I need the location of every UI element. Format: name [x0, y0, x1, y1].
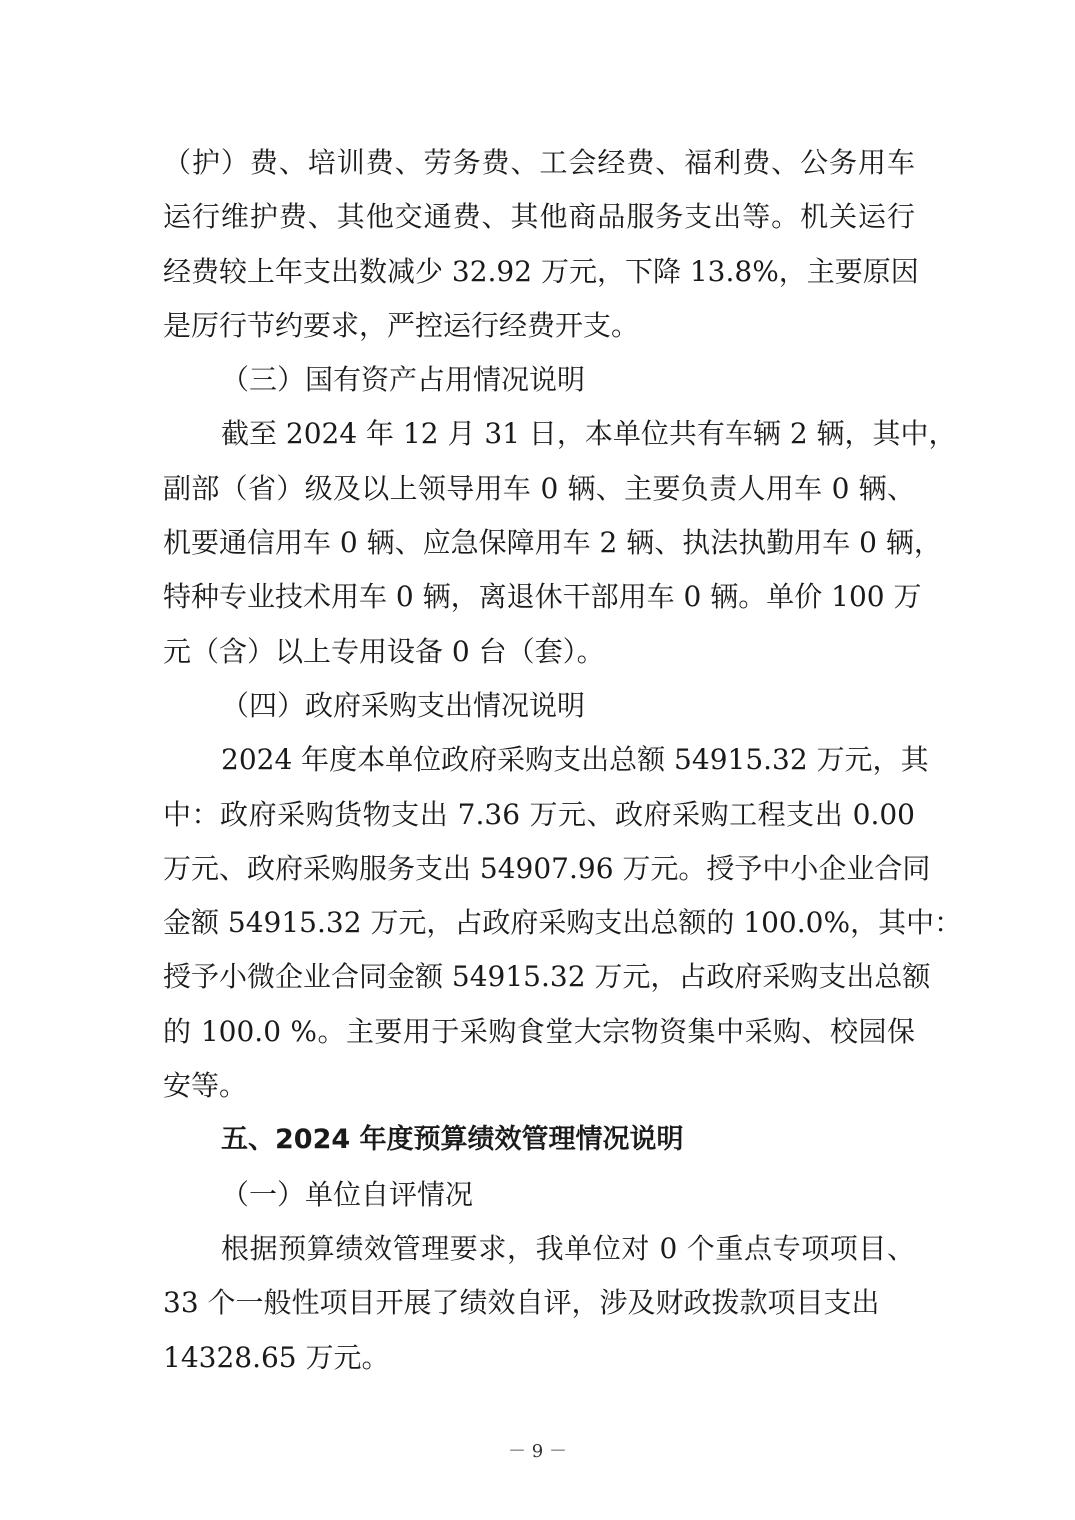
text-line: 运行维护费、其他交通费、其他商品服务支出等。机关运行	[163, 200, 915, 234]
text-line: （一）单位自评情况	[221, 1177, 474, 1211]
text-line: 经费较上年支出数减少 32.92 万元，下降 13.8%，主要原因	[163, 254, 919, 288]
page-number: － 9 －	[508, 1441, 567, 1462]
text-line: 截至 2024 年 12 月 31 日，本单位共有车辆 2 辆，其中，	[221, 417, 957, 451]
text-line: 2024 年度本单位政府采购支出总额 54915.32 万元，其	[221, 743, 929, 777]
text-line: 金额 54915.32 万元，占政府采购支出总额的 100.0%，其中：	[163, 906, 963, 940]
text-line: 中：政府采购货物支出 7.36 万元、政府采购工程支出 0.00	[163, 797, 915, 831]
text-line: （三）国有资产占用情况说明	[221, 363, 586, 397]
text-line: （护）费、培训费、劳务费、工会经费、福利费、公务用车	[163, 146, 915, 179]
text-line: 是厉行节约要求，严控运行经费开支。	[163, 308, 640, 342]
section-heading: 五、2024 年度预算绩效管理情况说明	[221, 1124, 684, 1156]
text-line: 机要通信用车 0 辆、应急保障用车 2 辆、执法执勤用车 0 辆，	[163, 526, 942, 560]
text-line: （四）政府采购支出情况说明	[221, 688, 586, 722]
text-line: 33 个一般性项目开展了绩效自评，涉及财政拨款项目支出	[163, 1286, 880, 1320]
text-line: 万元、政府采购服务支出 54907.96 万元。授予中小企业合同	[163, 851, 931, 885]
text-line: 14328.65 万元。	[163, 1340, 390, 1374]
text-line: 安等。	[163, 1069, 248, 1103]
text-line: 授予小微企业合同金额 54915.32 万元，占政府采购支出总额	[163, 960, 931, 994]
text-line: 的 100.0 %。主要用于采购食堂大宗物资集中采购、校园保	[163, 1014, 915, 1048]
document-body	[163, 136, 963, 1385]
text-line: 元（含）以上专用设备 0 台（套）。	[163, 634, 605, 668]
text-line: 特种专业技术用车 0 辆，离退休干部用车 0 辆。单价 100 万	[163, 580, 922, 614]
text-line: 副部（省）级及以上领导用车 0 辆、主要负责人用车 0 辆、	[163, 471, 915, 505]
text-line: 根据预算绩效管理要求，我单位对 0 个重点专项项目、	[221, 1231, 915, 1265]
